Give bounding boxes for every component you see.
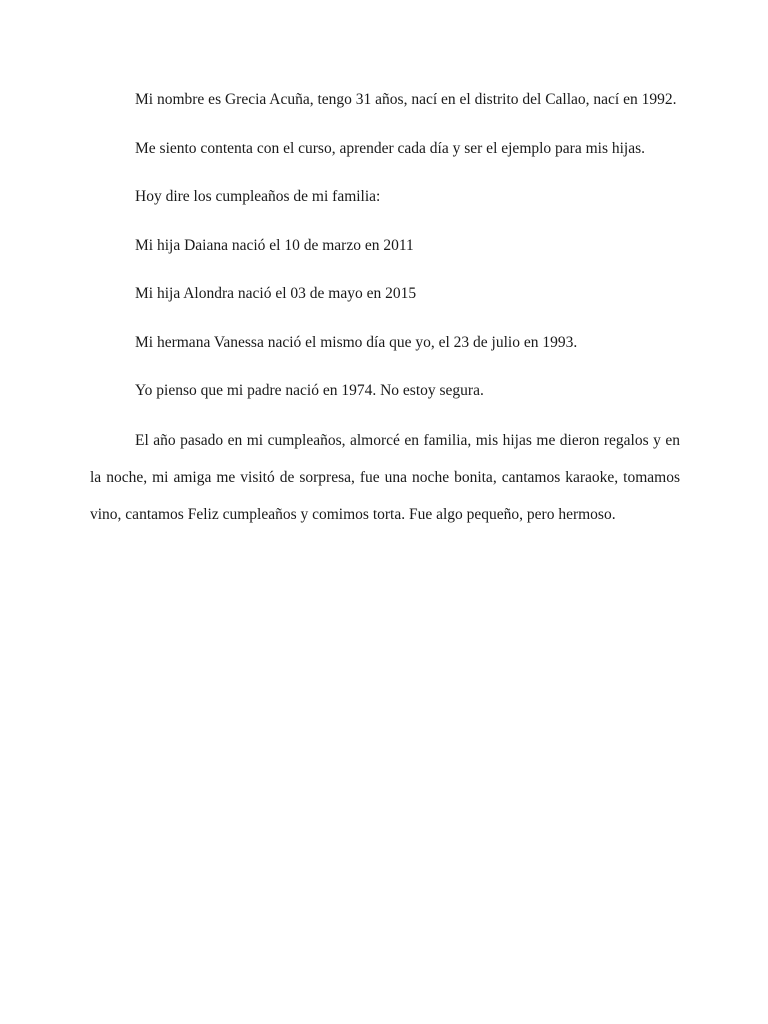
paragraph-birthdays-heading: Hoy dire los cumpleaños de mi familia:	[135, 188, 381, 205]
paragraph-daiana: Mi hija Daiana nació el 10 de marzo en 2011	[135, 236, 414, 254]
document-body	[90, 89, 680, 559]
paragraph-father: Yo pienso que mi padre nació en 1974. No estoy segura.	[135, 382, 484, 399]
paragraph-vanessa: Mi hermana Vanessa nació el mismo día que yo, el 23 de julio en 1993.	[135, 333, 578, 351]
paragraph-intro: Mi nombre es Grecia Acuña, tengo 31 años, nací en el distrito del Callao, nací en 1992.	[135, 91, 677, 108]
paragraph-alondra: Mi hija Alondra nació el 03 de mayo en 2015	[135, 285, 417, 302]
paragraph-last-birthday: El año pasado en mi cumpleaños, almorcé en familia, mis hijas me dieron regalos y en la noche, mi amiga me visitó de sorpresa, fue una noche bonita, cantamos karaoke, tomamos vino, cantamos Feliz cumpleaños y comimos torta. Fue algo pequeño, pero hermoso.	[90, 431, 680, 523]
paragraph-course: Me siento contenta con el curso, aprender cada día y ser el ejemplo para mis hijas.	[135, 139, 646, 157]
